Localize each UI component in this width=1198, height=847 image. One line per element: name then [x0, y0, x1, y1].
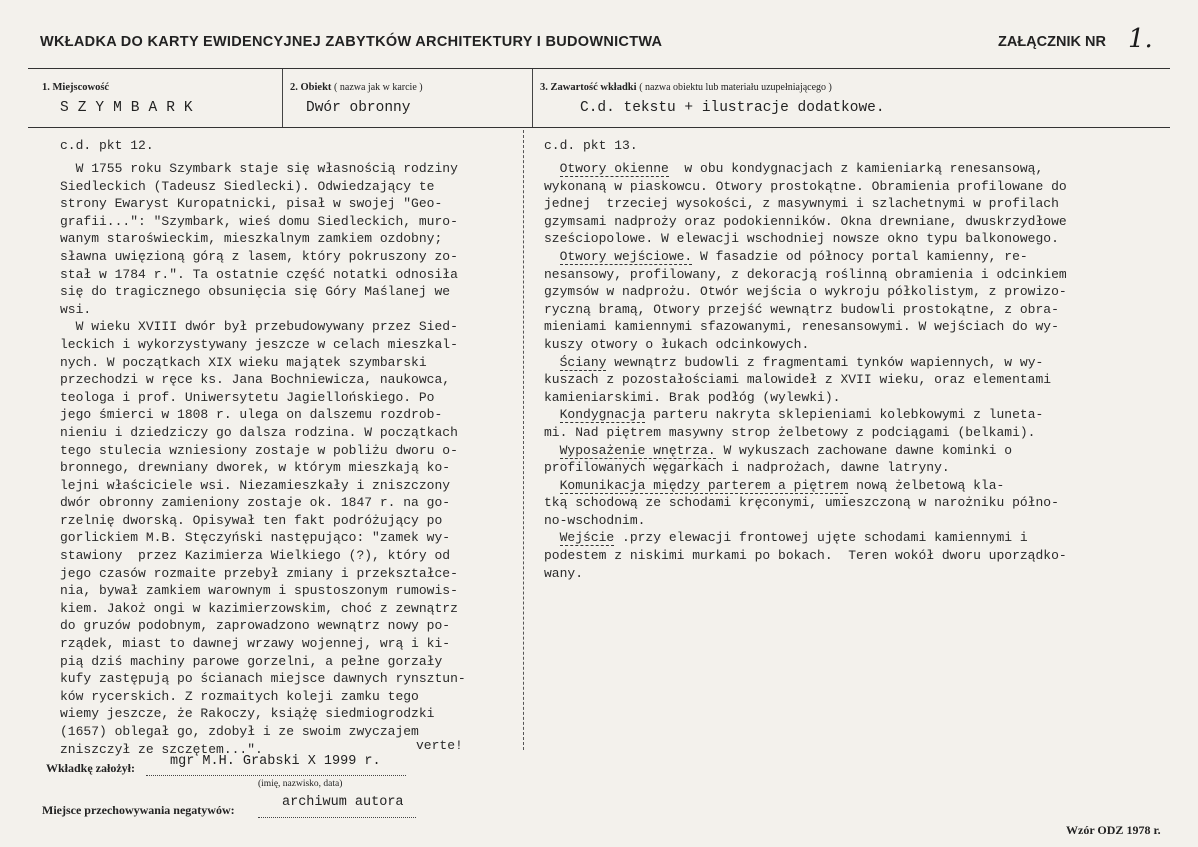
content-value: C.d. tekstu + ilustracje dodatkowe.: [580, 100, 885, 116]
founder-sub: (imię, nazwisko, data): [258, 779, 343, 789]
left-text-line: jego czasów rozmaite przebył zmiany i przekształce-: [60, 565, 458, 581]
right-paragraph: [544, 248, 1067, 354]
left-text-line: zniszczył ze szczętem...".: [60, 741, 263, 757]
form-code: Wzór ODZ 1978 r.: [1066, 823, 1161, 837]
section-term: Komunikacja między parterem a piętrem: [559, 477, 849, 493]
storage-value: archiwum autora: [282, 795, 404, 810]
right-text-segment: nową żelbetową kla-: [848, 477, 1005, 493]
right-text-segment: w obu kondygnacjach z kamieniarką renesansową,: [668, 161, 1044, 176]
field-divider-2: [532, 69, 533, 127]
left-text-line: dwór obronny zamieniony zostaje ok. 1847 r. na go-: [60, 495, 451, 511]
right-text-line: sześciopolowe. W elewacji wschodniej nowsze okno typu balkonowego.: [544, 231, 1059, 247]
left-text-line: wanym staroświeckim, mieszkalnym zamkiem ozdobny;: [60, 231, 443, 247]
left-text-line: nych. W początkach XIX wieku majątek szymbarski: [60, 354, 427, 370]
right-paragraph: [544, 442, 1067, 477]
form-title: WKŁADKA DO KARTY EWIDENCYJNEJ ZABYTKÓW ARCHITEKTURY I BUDOWNICTWA: [40, 34, 663, 50]
section-term: Otwory wejściowe.: [559, 248, 693, 264]
left-text-line: lejni właściciele wsi. Niezamieszkały i zniszczony: [60, 477, 451, 493]
right-text-line: podestem z niskimi murkami po bokach. Teren wokół dworu uporządko-: [544, 548, 1067, 564]
content-label-text: 3. Zawartość wkładki: [540, 82, 637, 93]
left-text-line: tego stulecia wzniesiony zostaje w pobliżu dworu o-: [60, 442, 458, 458]
left-heading: c.d. pkt 12.: [60, 138, 154, 153]
section-term: Kondygnacja: [559, 407, 646, 423]
left-body: [60, 160, 466, 758]
right-text-line: [544, 160, 1067, 178]
section-term: Wejście: [559, 530, 615, 546]
attachment-number: 1.: [1128, 24, 1153, 54]
content-label: [540, 82, 832, 93]
left-text-line: sławna uwięzioną górą z lasem, który pokruszony zo-: [60, 248, 458, 264]
left-text-line: W 1755 roku Szymbark staje się własnością rodziny: [60, 161, 458, 176]
object-label-sub: ( nazwa jak w karcie ): [334, 82, 423, 93]
right-paragraph: [544, 477, 1067, 530]
founder-dotted-line: [146, 775, 406, 776]
right-text-line: tką schodową ze schodami kręconymi, umieszczoną w narożniku półno-: [544, 495, 1059, 511]
field-row-rule: [28, 127, 1170, 128]
right-text-segment: wewnątrz budowli z fragmentami tynków wapiennych, w wy-: [606, 354, 1044, 370]
right-text-line: no-wschodnim.: [544, 512, 646, 528]
section-term: Otwory okienne: [559, 161, 669, 176]
right-text-line: gzymsów w nadprożu. Otwór wejścia o wykroju półkolistym, z prowizo-: [544, 284, 1067, 300]
right-text-segment: W wykuszach zachowane dawne kominki o: [715, 442, 1013, 458]
left-text-line: stał w 1784 r.". Ta ostatnie część notatki odnosiła: [60, 266, 458, 282]
top-rule: [28, 68, 1170, 69]
right-text-line: [544, 406, 1067, 424]
right-paragraph: [544, 406, 1067, 441]
column-divider: [523, 130, 524, 750]
locality-label: 1. Miejscowość: [42, 82, 110, 93]
left-text-line: rządek, miast to dawnej wrzawy wojennej, wrą i ki-: [60, 636, 451, 652]
attachment-label: ZAŁĄCZNIK NR: [998, 34, 1106, 50]
left-text-line: nia, bywał zamkiem warownym i spustoszonym rumowis-: [60, 583, 458, 599]
left-text-line: przechodzi w ręce ks. Jana Bochniewicza, naukowca,: [60, 372, 451, 388]
left-text-line: gorlickiem M.B. Stęczyński następująco: "zamek wy-: [60, 530, 451, 546]
right-text-line: mieniami kamiennymi sfazowanymi, renesansowymi. W wejściach do wy-: [544, 319, 1059, 335]
left-text-line: Siedleckich (Tadeusz Siedlecki). Odwiedzający te: [60, 178, 435, 194]
left-text-line: stawiony przez Kazimierza Wielkiego (?), który od: [60, 548, 451, 564]
right-text-line: ryczną bramą, Otwory przejść wewnątrz budowli prostokątne, z obra-: [544, 301, 1059, 317]
right-text-line: [544, 477, 1067, 495]
left-text-line: leckich i wykorzystywany jeszcze w celach mieszkal-: [60, 336, 458, 352]
right-text-segment: W fasadzie od północy portal kamienny, re-: [692, 248, 1028, 264]
left-text-line: rzelnię dworską. Opisywał ten fakt podróżujący po: [60, 512, 443, 528]
right-text-segment: parteru nakryta sklepieniami kolebkowymi z luneta-: [645, 407, 1044, 423]
object-value: Dwór obronny: [306, 100, 411, 116]
left-text-line: wsi.: [60, 301, 92, 317]
left-text-line: nieniu i dziedziczy go dalsza rodzina. W początkach: [60, 424, 458, 440]
locality-value: SZYMBARK: [60, 100, 202, 116]
verte-note: verte!: [416, 738, 463, 753]
right-paragraph: [544, 160, 1067, 248]
left-text-line: bronnego, drewniany dworek, w którym mieszkają ko-: [60, 460, 451, 476]
field-divider-1: [282, 69, 283, 127]
left-text-line: teologa i prof. Uniwersytetu Jagiellońskiego. Po: [60, 389, 435, 405]
section-term: Wyposażenie wnętrza.: [559, 442, 716, 458]
right-text-line: [544, 529, 1067, 547]
right-text-line: kuszy otwory o łukach odcinkowych.: [544, 336, 810, 352]
right-paragraph: [544, 529, 1067, 582]
left-text-line: pią dziś machiny parowe gorzelni, a pełne gorzały: [60, 653, 443, 669]
storage-label: Miejsce przechowywania negatywów:: [42, 803, 235, 817]
right-text-line: kuszach z pozostałościami malowideł z XVII wieku, oraz elementami: [544, 372, 1052, 388]
content-label-sub: ( nazwa obiektu lub materiału uzupełniającego ): [639, 82, 832, 93]
left-text-line: się do tragicznego obsunięcia się Góry Maślanej we: [60, 284, 451, 300]
right-text-segment: .przy elewacji frontowej ujęte schodami kamiennymi i: [614, 530, 1028, 546]
right-text-line: [544, 248, 1067, 266]
right-text-line: gzymsami nadproży oraz podokienników. Okna drewniane, dwuskrzydłowe: [544, 213, 1067, 229]
right-text-line: [544, 442, 1067, 460]
object-label: [290, 82, 423, 93]
storage-dotted-line: [258, 817, 416, 818]
right-text-line: nesansowy, profilowany, z dekoracją roślinną obramienia i odcinkiem: [544, 266, 1067, 282]
right-paragraph: [544, 354, 1067, 407]
left-text-line: strony Ewaryst Kuropatnicki, pisał w swojej "Geo-: [60, 196, 443, 212]
founder-value: mgr M.H. Grabski X 1999 r.: [170, 754, 381, 769]
left-text-line: (1657) oblegał go, zdobył i ze swoim zwyczajem: [60, 724, 419, 739]
left-text-line: kiem. Jakoż ongi w kazimierzowskim, choć z zewnątrz: [60, 600, 458, 616]
right-heading: c.d. pkt 13.: [544, 138, 638, 153]
left-text-line: ków rycerskich. Z rozmaitych koleji zamku tego: [60, 688, 419, 704]
left-text-line: do gruzów podobnym, zaprowadzono wewnątrz nowy po-: [60, 618, 451, 634]
right-text-line: mi. Nad piętrem masywny strop żelbetowy z podciągami (belkami).: [544, 424, 1036, 440]
left-text-line: wiemy jeszcze, że Rakoczy, książę siedmiogrodzki: [60, 706, 435, 722]
object-label-text: 2. Obiekt: [290, 82, 332, 93]
founder-label: Wkładkę założył:: [46, 761, 135, 775]
right-text-line: jednej trzeciej wysokości, z masywnymi i szlachetnymi w profilach: [544, 196, 1059, 212]
left-text-line: grafii...": "Szymbark, wieś domu Siedleckich, muro-: [60, 213, 458, 229]
left-text-line: kufy zastępują po ścianach miejsce dawnych rynsztun-: [60, 671, 466, 687]
right-text-line: [544, 354, 1067, 372]
right-text-line: kamieniarskimi. Brak podłóg (wylewki).: [544, 389, 841, 405]
section-term: Ściany: [559, 354, 607, 370]
right-text-line: profilowanych węgarkach i nadprożach, dawne latryny.: [544, 460, 950, 476]
left-text-line: jego śmierci w 1808 r. ulega on dalszemu rozdrob-: [60, 407, 443, 423]
right-text-line: wykonaną w piaskowcu. Otwory prostokątne. Obramienia profilowane do: [544, 178, 1067, 194]
right-body: [544, 160, 1067, 582]
right-text-line: wany.: [544, 565, 584, 581]
left-text-line: W wieku XVIII dwór był przebudowywany przez Sied-: [60, 319, 458, 335]
